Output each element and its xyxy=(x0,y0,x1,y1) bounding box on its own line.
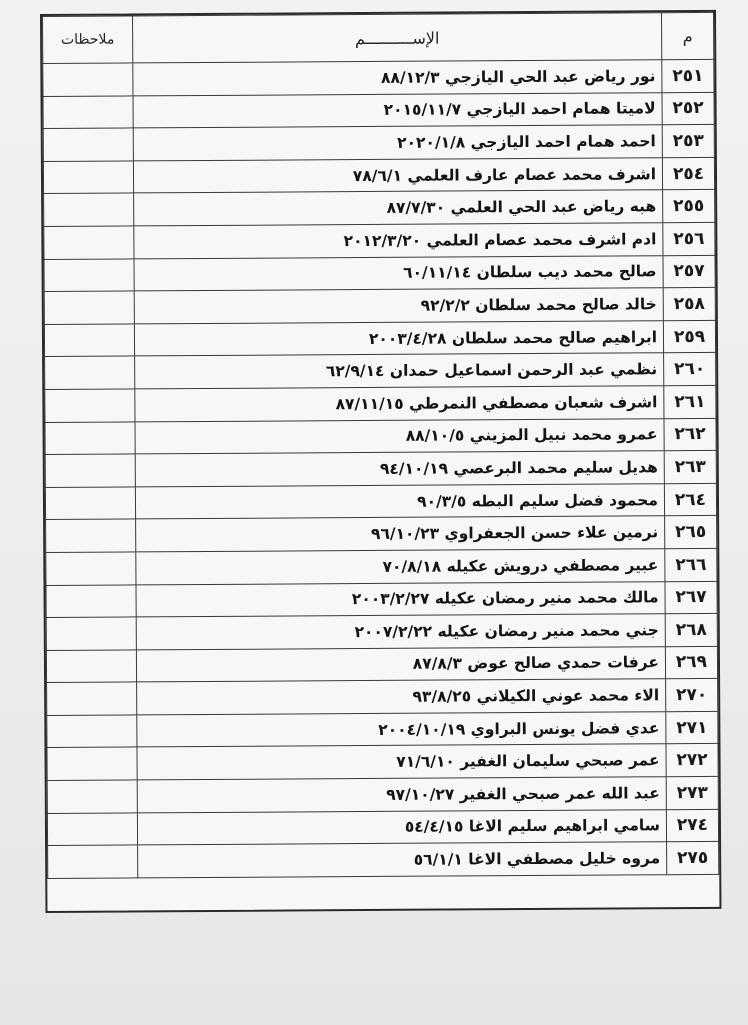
row-notes xyxy=(45,389,135,422)
table-row xyxy=(44,222,715,259)
table-row xyxy=(45,418,716,455)
row-number: ٢٥٧ xyxy=(663,255,715,288)
row-name: عمرو محمد نبيل المزيني ٨٨/١٠/٥ xyxy=(135,418,664,454)
table-row xyxy=(44,190,715,227)
row-name: هبه رياض عبد الحي العلمي ٨٧/٧/٣٠ xyxy=(134,190,663,226)
row-name: محمود فضل سليم البطه ٩٠/٣/٥ xyxy=(135,483,664,519)
table-row xyxy=(43,92,714,129)
table-row xyxy=(47,776,718,813)
row-number: ٢٥٨ xyxy=(663,288,715,321)
row-number: ٢٦٧ xyxy=(665,581,717,614)
table-row xyxy=(45,451,716,488)
names-table xyxy=(40,10,721,913)
row-name: نور رياض عبد الحي اليازجي ٨٨/١٢/٣ xyxy=(133,60,662,96)
table-row xyxy=(47,711,718,748)
table-row xyxy=(46,581,717,618)
row-number: ٢٦٤ xyxy=(664,483,716,516)
row-notes xyxy=(43,63,133,96)
row-notes xyxy=(46,650,136,683)
table-row xyxy=(47,809,718,846)
row-number: ٢٧٥ xyxy=(667,842,719,875)
row-notes xyxy=(47,813,137,846)
row-number: ٢٦٩ xyxy=(665,646,717,679)
table-row xyxy=(46,646,717,683)
table-body xyxy=(43,59,719,878)
row-number: ٢٦٣ xyxy=(664,451,716,484)
row-number: ٢٧٣ xyxy=(666,776,718,809)
row-name: جني محمد منير رمضان عكيله ٢٠٠٧/٢/٢٢ xyxy=(136,614,665,650)
row-name: خالد صالح محمد سلطان ٩٢/٢/٢ xyxy=(134,288,663,324)
row-name: اشرف شعبان مصطفي النمرطي ٨٧/١١/١٥ xyxy=(135,386,664,422)
table-row xyxy=(43,125,714,162)
row-name: لاميتا همام احمد اليازجي ٢٠١٥/١١/٧ xyxy=(133,92,662,128)
row-number: ٢٦٨ xyxy=(665,613,717,646)
row-name: نظمي عبد الرحمن اسماعيل حمدان ٦٢/٩/١٤ xyxy=(135,353,664,389)
row-notes xyxy=(43,96,133,129)
row-name: مروه خليل مصطفي الاغا ٥٦/١/١ xyxy=(138,842,667,878)
row-notes xyxy=(47,682,137,715)
row-name: احمد همام احمد اليازجي ٢٠٢٠/١/٨ xyxy=(133,125,662,161)
row-name: عبير مصطفي درويش عكيله ٧٠/٨/١٨ xyxy=(136,549,665,585)
row-notes xyxy=(46,617,136,650)
row-notes xyxy=(48,845,138,878)
row-name: هديل سليم محمد البرعصي ٩٤/١٠/١٩ xyxy=(135,451,664,487)
row-name: عمر صبحي سليمان الغفير ٧١/٦/١٠ xyxy=(137,744,666,780)
row-name: ادم اشرف محمد عصام العلمي ٢٠١٢/٣/٢٠ xyxy=(134,223,663,259)
table-row xyxy=(44,320,715,357)
table-row xyxy=(45,353,716,390)
header-number: م xyxy=(662,12,714,59)
row-number: ٢٥٦ xyxy=(663,222,715,255)
row-number: ٢٦٠ xyxy=(664,353,716,386)
table-row xyxy=(46,613,717,650)
row-name: عبد الله عمر صبحي الغفير ٩٧/١٠/٢٧ xyxy=(137,777,666,813)
row-name: عدي فضل يونس البراوي ٢٠٠٤/١٠/١٩ xyxy=(137,712,666,748)
table-row xyxy=(46,516,717,553)
row-number: ٢٧٤ xyxy=(666,809,718,842)
header-name: الإســــــــــم xyxy=(133,13,662,63)
row-notes xyxy=(44,258,134,291)
table-row xyxy=(46,548,717,585)
row-notes xyxy=(46,584,136,617)
row-notes xyxy=(47,715,137,748)
table-row xyxy=(47,744,718,781)
row-notes xyxy=(45,487,135,520)
row-number: ٢٦٢ xyxy=(664,418,716,451)
row-number: ٢٦٥ xyxy=(665,516,717,549)
row-number: ٢٥٥ xyxy=(663,190,715,223)
row-notes xyxy=(45,454,135,487)
row-notes xyxy=(46,519,136,552)
table-row xyxy=(47,679,718,716)
row-number: ٢٥١ xyxy=(662,59,714,92)
row-notes xyxy=(44,226,134,259)
row-number: ٢٥٢ xyxy=(662,92,714,125)
row-notes xyxy=(47,747,137,780)
row-number: ٢٦٦ xyxy=(665,548,717,581)
row-notes xyxy=(45,356,135,389)
table-row xyxy=(45,483,716,520)
row-notes xyxy=(47,780,137,813)
row-name: ابراهيم صالح محمد سلطان ٢٠٠٣/٤/٢٨ xyxy=(134,320,663,356)
row-number: ٢٦١ xyxy=(664,385,716,418)
row-number: ٢٧١ xyxy=(666,711,718,744)
row-name: نرمين علاء حسن الجعفراوي ٩٦/١٠/٢٣ xyxy=(136,516,665,552)
row-number: ٢٧٠ xyxy=(666,679,718,712)
table-row xyxy=(43,157,714,194)
table-row xyxy=(43,59,714,96)
row-notes xyxy=(44,324,134,357)
row-name: اشرف محمد عصام عارف العلمي ٧٨/٦/١ xyxy=(133,157,662,193)
row-notes xyxy=(44,193,134,226)
names-table-grid xyxy=(42,12,719,879)
row-notes xyxy=(44,291,134,324)
row-name: صالح محمد ديب سلطان ٦٠/١١/١٤ xyxy=(134,255,663,291)
row-notes xyxy=(43,128,133,161)
row-number: ٢٥٤ xyxy=(662,157,714,190)
table-header-row xyxy=(43,12,714,63)
row-number: ٢٧٢ xyxy=(666,744,718,777)
row-number: ٢٥٣ xyxy=(662,125,714,158)
table-row xyxy=(44,255,715,292)
table-row xyxy=(45,385,716,422)
row-name: عرفات حمدي صالح عوض ٨٧/٨/٣ xyxy=(136,646,665,682)
row-notes xyxy=(43,161,133,194)
row-name: الاء محمد عوني الكيلاني ٩٣/٨/٢٥ xyxy=(137,679,666,715)
header-notes: ملاحظات xyxy=(43,16,133,64)
row-number: ٢٥٩ xyxy=(663,320,715,353)
row-name: سامي ابراهيم سليم الاغا ٥٤/٤/١٥ xyxy=(137,809,666,845)
table-row xyxy=(48,842,719,879)
table-row xyxy=(44,288,715,325)
row-notes xyxy=(45,421,135,454)
row-notes xyxy=(46,552,136,585)
row-name: مالك محمد منير رمضان عكيله ٢٠٠٣/٢/٢٧ xyxy=(136,581,665,617)
